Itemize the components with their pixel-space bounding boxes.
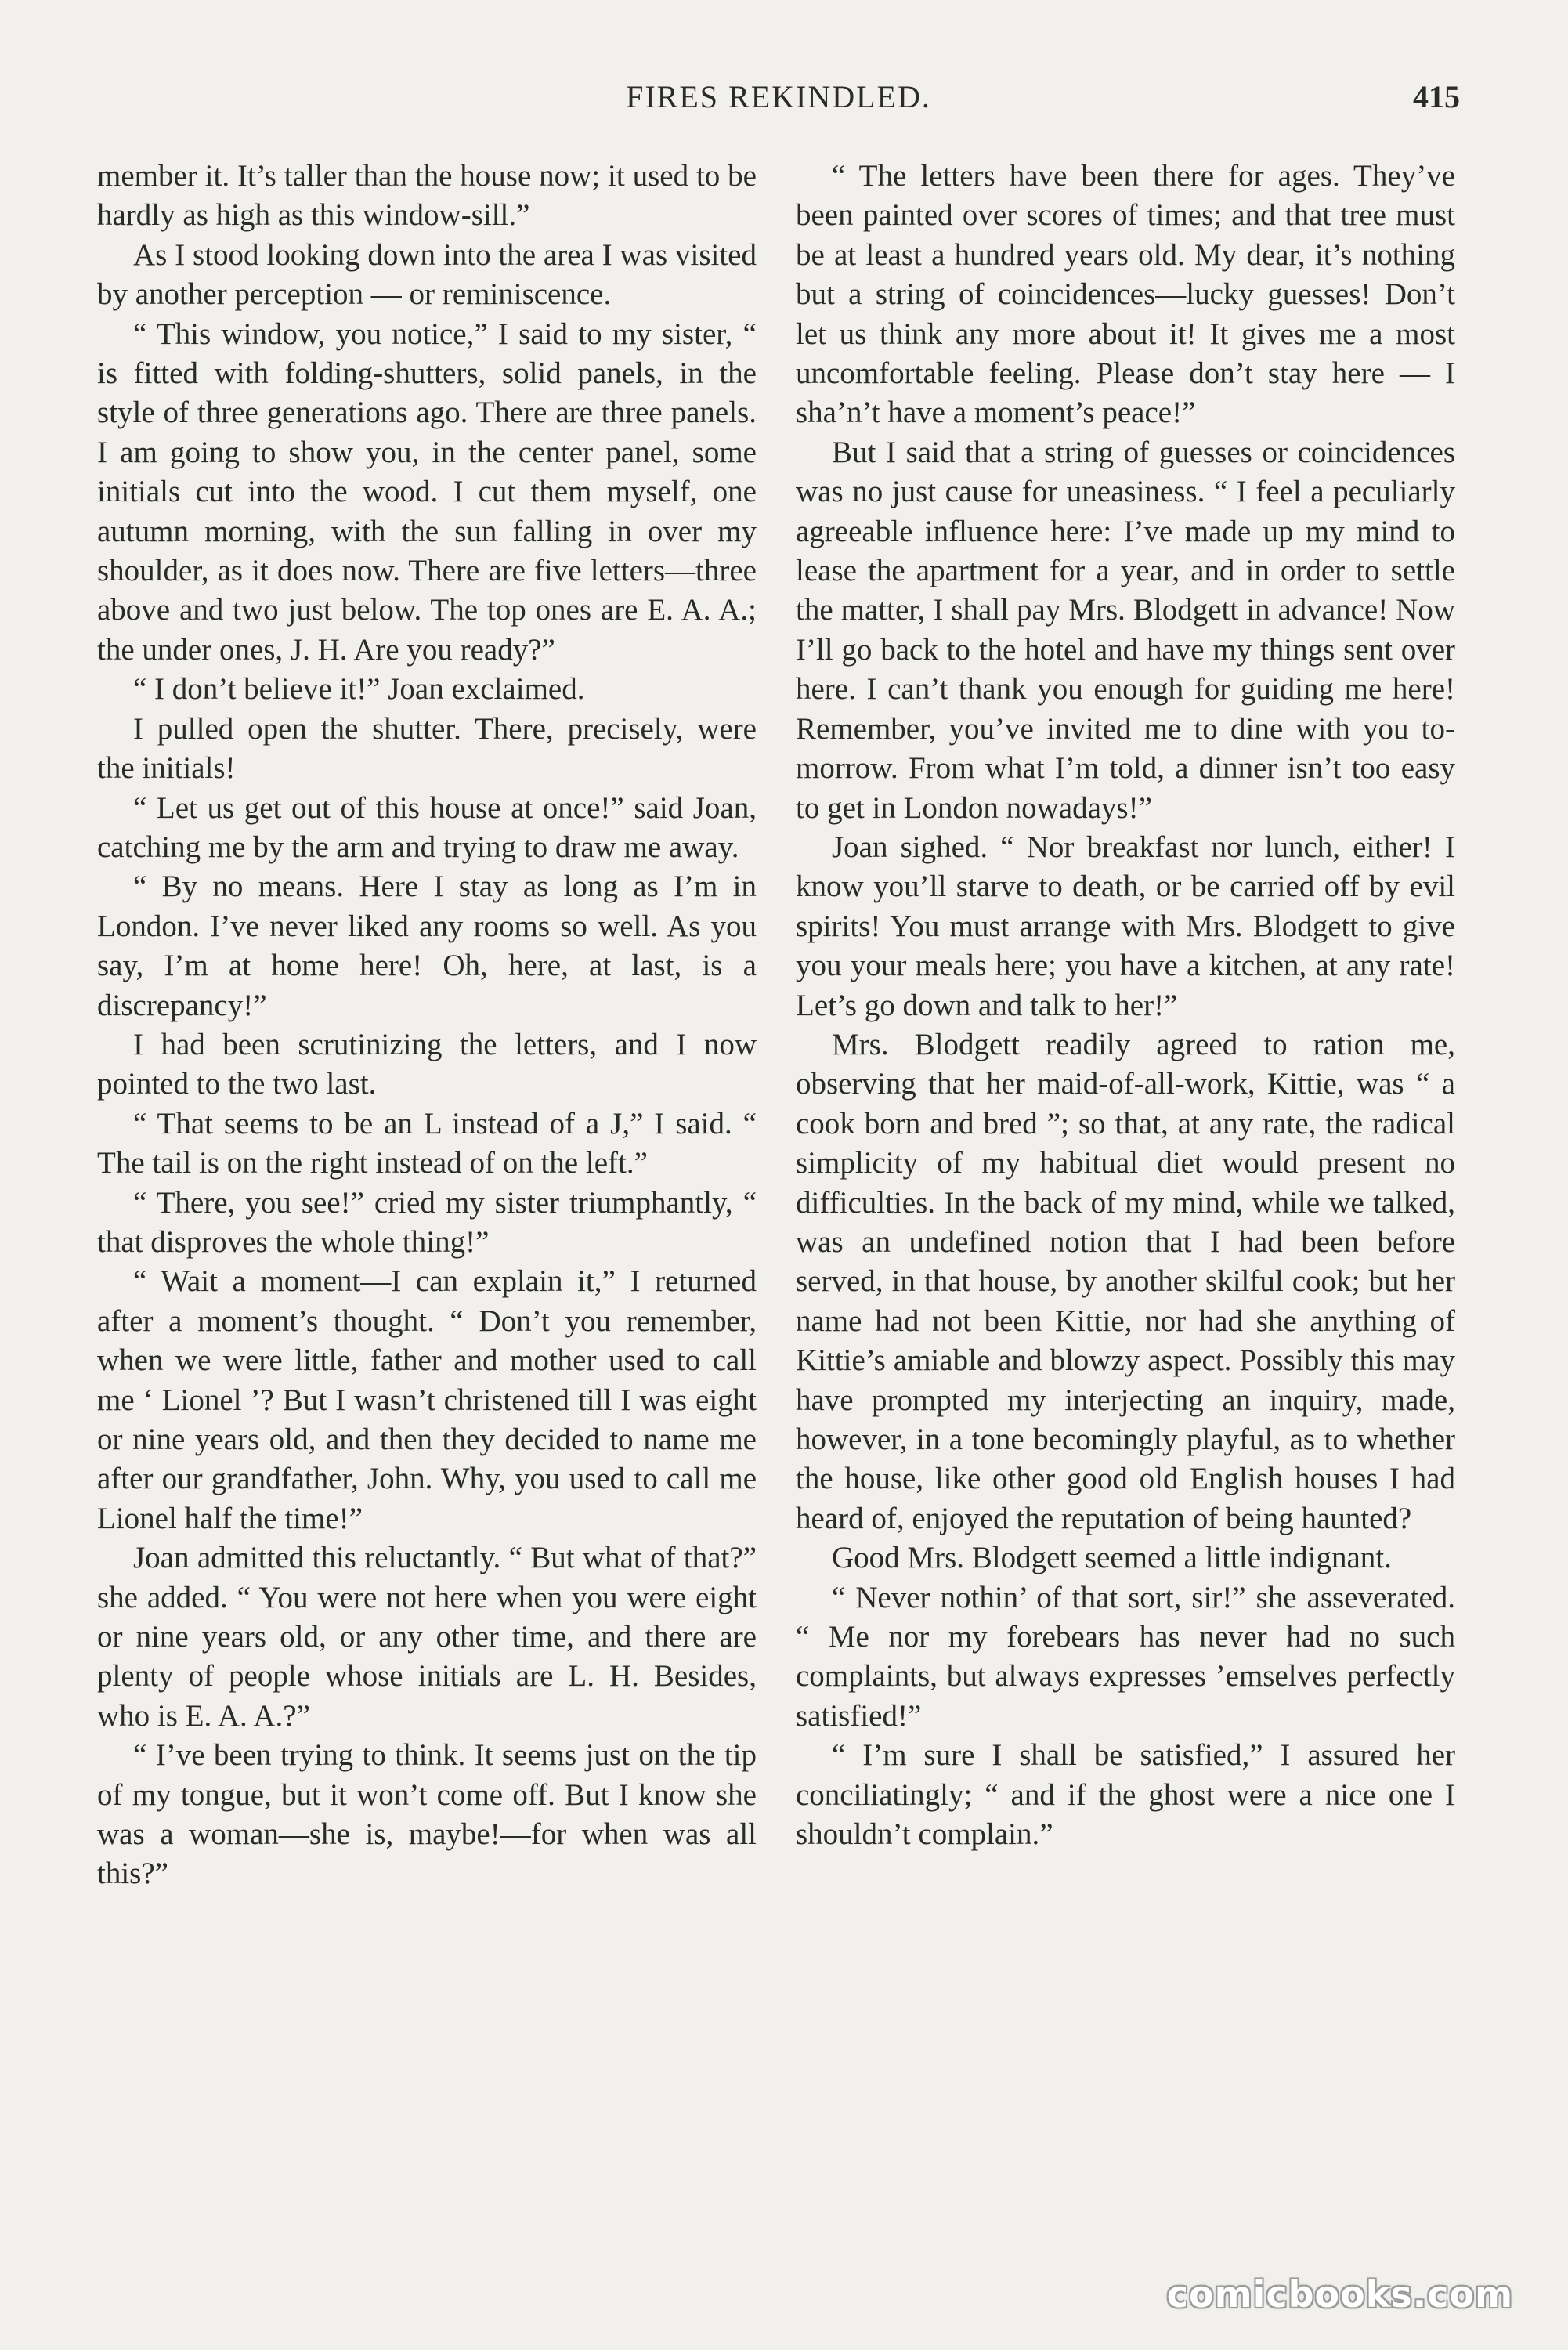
paragraph: “ I don’t believe it!” Joan exclaimed.	[133, 672, 585, 707]
page-header	[97, 78, 1460, 125]
paragraph: Joan admitted this reluctantly. “ But what of that?” she added. “ You were not here when you were eight or nine years old, or any other time, and there are plenty of people whose initials are L. H. Besides, who is E. A. A.?”	[97, 1541, 757, 1733]
paragraph: I had been scrutinizing the letters, and I now pointed to the two last.	[97, 1027, 757, 1101]
paragraph: Joan sighed. “ Nor breakfast nor lunch, either! I know you’ll starve to death, or be carried off by evil spirits! You must arrange with Mrs. Blodgett to give you your meals here; you have a kitchen, at any rate! Let’s go down and talk to her!”	[796, 830, 1455, 1022]
paragraph: I pulled open the shutter. There, precisely, were the initials!	[97, 711, 757, 786]
paragraph: “ This window, you notice,” I said to my sister, “ is fitted with folding-shutters, solid panels, in the style of three generations ago. There are three panels. I am going to show you, in the center panel, some initials cut into the wood. I cut them myself, one autumn morning, with the sun falling in over my shoulder, as it does now. There are five letters—three above and two just below. The top ones are E. A. A.; the under ones, J. H. Are you ready?”	[97, 316, 757, 667]
paragraph: But I said that a string of guesses or coincidences was no just cause for uneasiness. “ I feel a peculiarly agreeable influence here: I’ve made up my mind to lease the apartment for a year, and in order to settle the matter, I shall pay Mrs. Blodgett in advance! Now I’ll go back to the hotel and have my things sent over here. I can’t thank you enough for guiding me here! Remember, you’ve invited me to dine with you to-morrow. From what I’m told, a dinner isn’t too easy to get in London nowadays!”	[796, 435, 1455, 825]
paragraph: As I stood looking down into the area I was visited by another perception — or reminiscence.	[97, 237, 757, 312]
left-column	[97, 157, 757, 1894]
right-column	[796, 157, 1455, 1854]
paragraph: “ The letters have been there for ages. They’ve been painted over scores of times; and that tree must be at least a hundred years old. My dear, it’s nothing but a string of coincidences—lucky guesses! Don’t let us think any more about it! It gives me a most uncomfortable feeling. Please don’t stay here — I sha’n’t have a moment’s peace!”	[796, 159, 1455, 430]
page-number: 415	[1413, 79, 1460, 114]
paragraph: “ I’ve been trying to think. It seems just on the tip of my tongue, but it won’t come off. But I know she was a woman—she is, maybe!—for when was all this?”	[97, 1738, 757, 1891]
paragraph: “ There, you see!” cried my sister triumphantly, “ that disproves the whole thing!”	[97, 1185, 757, 1259]
running-title: FIRES REKINDLED.	[626, 79, 931, 114]
paragraph: “ I’m sure I shall be satisfied,” I assured her conciliatingly; “ and if the ghost were a nice one I shouldn’t complain.”	[796, 1738, 1455, 1852]
paragraph: member it. It’s taller than the house now; it used to be hardly as high as this window-sill.”	[97, 159, 757, 233]
paragraph: Good Mrs. Blodgett seemed a little indignant.	[832, 1541, 1392, 1575]
watermark-logo: comicbooks.com	[1166, 2273, 1513, 2316]
paragraph: “ Never nothin’ of that sort, sir!” she asseverated. “ Me nor my forebears has never had no such complaints, but always expresses ’emselves perfectly satisfied!”	[796, 1580, 1455, 1733]
paragraph: “ Wait a moment—I can explain it,” I returned after a moment’s thought. “ Don’t you remember, when we were little, father and mother used to call me ‘ Lionel ’? But I wasn’t christened till I was eight or nine years old, and then they decided to name me after our grandfather, John. Why, you used to call me Lionel half the time!”	[97, 1264, 757, 1535]
paragraph: “ Let us get out of this house at once!” said Joan, catching me by the arm and trying to draw me away.	[97, 790, 757, 864]
paragraph: “ By no means. Here I stay as long as I’m in London. I’ve never liked any rooms so well. As you say, I’m at home here! Oh, here, at last, is a discrepancy!”	[97, 870, 757, 1022]
paragraph: “ That seems to be an L instead of a J,” I said. “ The tail is on the right instead of on the left.”	[97, 1106, 757, 1180]
paragraph: Mrs. Blodgett readily agreed to ration me, observing that her maid-of-all-work, Kittie, was “ a cook born and bred ”; so that, at any rate, the radical simplicity of my habitual diet would present no difficulties. In the back of my mind, while we talked, was an undefined notion that I had been before served, in that house, by another skilful cook; but her name had not been Kittie, nor had she anything of Kittie’s amiable and blowzy aspect. Possibly this may have prompted my interjecting an inquiry, made, however, in a tone becomingly playful, as to whether the house, like other good old English houses I had heard of, enjoyed the reputation of being haunted?	[796, 1027, 1455, 1535]
